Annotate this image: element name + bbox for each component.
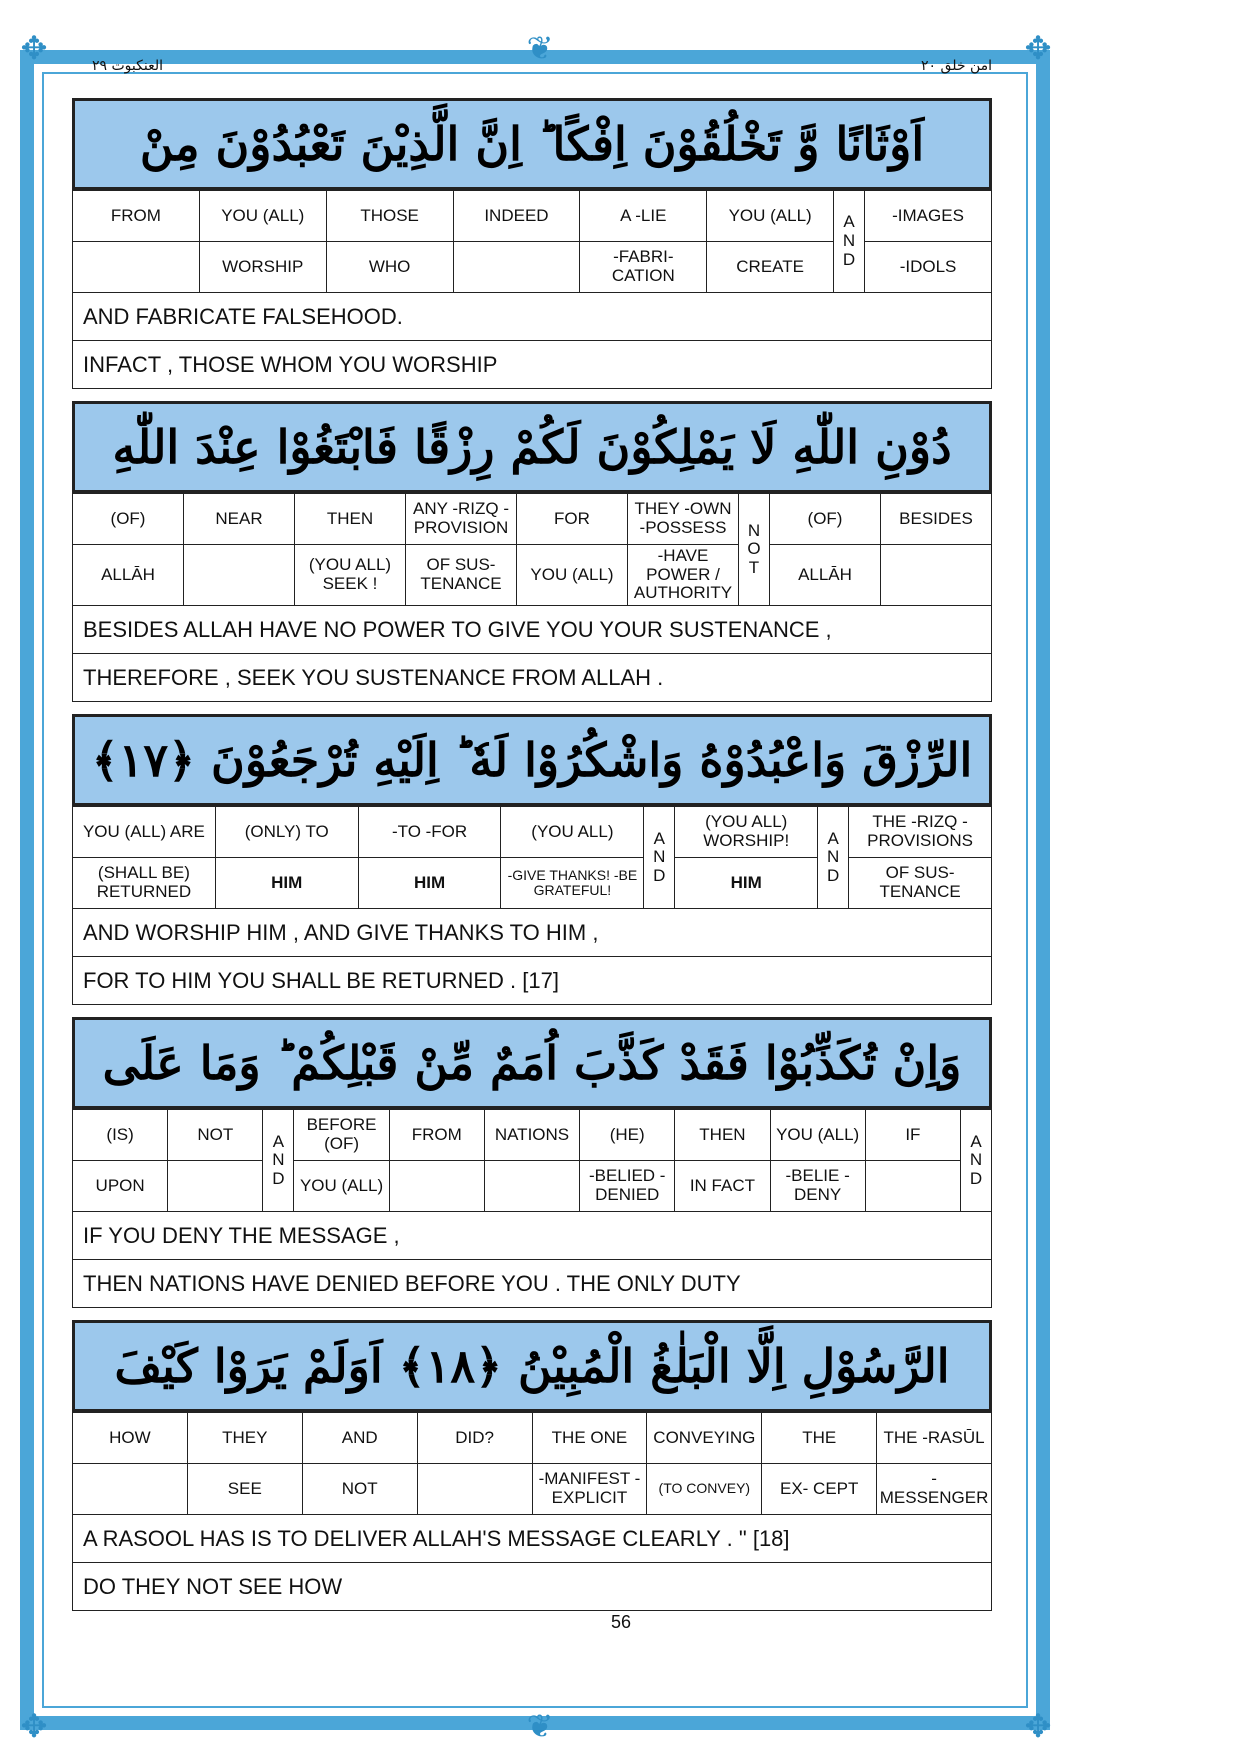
gloss-cell: (YOU ALL) (501, 807, 644, 858)
gloss-cell: (OF) (73, 494, 184, 545)
arabic-verse: دُوْنِ اللّٰهِ لَا يَمْلِكُوْنَ لَكُمْ رِزْقًا فَابْتَغُوْا عِنْدَ اللّٰهِ (72, 401, 992, 493)
gloss-cell: NATIONS (484, 1110, 579, 1161)
corner-ornament-icon: ✥ (20, 29, 48, 67)
gloss-cell: YOU (ALL) ARE (73, 807, 216, 858)
gloss-cell: EX- CEPT (762, 1464, 877, 1515)
gloss-cell (184, 545, 295, 606)
gloss-cell: (ONLY) TO (215, 807, 358, 858)
top-ornament-icon: ❦ (526, 29, 554, 67)
gloss-cell: IN FACT (675, 1161, 770, 1212)
gloss-cell (417, 1464, 532, 1515)
gloss-cell: -MANIFEST -EXPLICIT (532, 1464, 647, 1515)
translation-line: AND FABRICATE FALSEHOOD. (72, 293, 992, 341)
gloss-cell (73, 1464, 188, 1515)
corner-ornament-icon: ✥ (1024, 1707, 1052, 1745)
gloss-cell: (TO CONVEY) (647, 1464, 762, 1515)
gloss-cell: -GIVE THANKS! -BE GRATEFUL! (501, 858, 644, 909)
gloss-cell: -IMAGES (865, 191, 992, 242)
translation-line: FOR TO HIM YOU SHALL BE RETURNED . [17] (72, 957, 992, 1005)
gloss-cell: ALLĀH (73, 545, 184, 606)
translation-line: THEREFORE , SEEK YOU SUSTENANCE FROM ALLAH . (72, 654, 992, 702)
gloss-cell: WORSHIP (199, 242, 326, 293)
gloss-cell: HOW (73, 1413, 188, 1464)
corner-ornament-icon: ✥ (1024, 29, 1052, 67)
gloss-cell: YOU (ALL) (517, 545, 628, 606)
arabic-verse: اَوْثَانًا وَّ تَخْلُقُوْنَ اِفْكًا ؕ اِنَّ الَّذِيْنَ تَعْبُدُوْنَ مِنْ (72, 98, 992, 190)
gloss-cell: NEAR (184, 494, 295, 545)
gloss-cell: CREATE (707, 242, 834, 293)
header-right: امن خلق ٢٠ (921, 58, 992, 74)
gloss-cell: CONVEYING (647, 1413, 762, 1464)
gloss-cell: THEY (187, 1413, 302, 1464)
gloss-cell: NOT (302, 1464, 417, 1515)
gloss-cell: -BELIE -DENY (770, 1161, 865, 1212)
gloss-cell (453, 242, 580, 293)
gloss-cell: YOU (ALL) (707, 191, 834, 242)
gloss-cell: FROM (73, 191, 200, 242)
translation-line: IF YOU DENY THE MESSAGE , (72, 1212, 992, 1260)
gloss-cell: SEE (187, 1464, 302, 1515)
word-gloss-table (72, 806, 992, 909)
gloss-cell (881, 545, 992, 606)
gloss-cell: INDEED (453, 191, 580, 242)
gloss-cell: A N D (834, 191, 865, 293)
gloss-cell: WHO (326, 242, 453, 293)
gloss-cell (484, 1161, 579, 1212)
translation-line: THEN NATIONS HAVE DENIED BEFORE YOU . THE ONLY DUTY (72, 1260, 992, 1308)
gloss-cell: NOT (168, 1110, 263, 1161)
gloss-cell: THE -RASŪL (877, 1413, 992, 1464)
gloss-cell: THOSE (326, 191, 453, 242)
gloss-cell: A -LIE (580, 191, 707, 242)
gloss-cell: AND (302, 1413, 417, 1464)
gloss-cell: THEY -OWN -POSSESS (628, 494, 739, 545)
verse-section (72, 714, 992, 1005)
gloss-cell (865, 1161, 960, 1212)
gloss-cell: FOR (517, 494, 628, 545)
gloss-cell: ALLĀH (770, 545, 881, 606)
gloss-cell: -TO -FOR (358, 807, 501, 858)
gloss-cell (389, 1161, 484, 1212)
gloss-cell: -BELIED -DENIED (580, 1161, 675, 1212)
gloss-cell: (YOU ALL) SEEK ! (295, 545, 406, 606)
gloss-cell: A N D (961, 1110, 992, 1212)
gloss-cell: UPON (73, 1161, 168, 1212)
verse-section (72, 1017, 992, 1308)
gloss-cell: ANY -RIZQ -PROVISION (406, 494, 517, 545)
gloss-cell: HIM (675, 858, 818, 909)
word-gloss-table (72, 1412, 992, 1515)
translation-line: INFACT , THOSE WHOM YOU WORSHIP (72, 341, 992, 389)
translation-line: AND WORSHIP HIM , AND GIVE THANKS TO HIM , (72, 909, 992, 957)
content (72, 98, 992, 1623)
word-gloss-table (72, 493, 992, 606)
arabic-verse: الرِّزْقَ وَاعْبُدُوْهُ وَاشْكُرُوْا لَهٗ ؕ اِلَيْهِ تُرْجَعُوْنَ ﴿۱۷﴾ (72, 714, 992, 806)
gloss-cell: (SHALL BE) RETURNED (73, 858, 216, 909)
verse-section (72, 1320, 992, 1611)
gloss-cell: A N D (263, 1110, 294, 1212)
gloss-cell: IF (865, 1110, 960, 1161)
gloss-cell (168, 1161, 263, 1212)
gloss-cell: -IDOLS (865, 242, 992, 293)
gloss-cell: YOU (ALL) (199, 191, 326, 242)
gloss-cell (73, 242, 200, 293)
gloss-cell: OF SUS- TENANCE (849, 858, 992, 909)
corner-ornament-icon: ✥ (20, 1707, 48, 1745)
gloss-cell: THEN (675, 1110, 770, 1161)
gloss-cell: (YOU ALL) WORSHIP! (675, 807, 818, 858)
gloss-cell: BESIDES (881, 494, 992, 545)
gloss-cell: YOU (ALL) (770, 1110, 865, 1161)
gloss-cell: A N D (644, 807, 675, 909)
gloss-cell: -HAVE POWER / AUTHORITY (628, 545, 739, 606)
gloss-cell: (IS) (73, 1110, 168, 1161)
gloss-cell: (OF) (770, 494, 881, 545)
arabic-verse: وَاِنْ تُكَذِّبُوْا فَقَدْ كَذَّبَ اُمَمٌ مِّنْ قَبْلِكُمْ ؕ وَمَا عَلَى (72, 1017, 992, 1109)
arabic-verse: الرَّسُوْلِ اِلَّا الْبَلٰغُ الْمُبِيْنُ ﴿۱۸﴾ اَوَلَمْ يَرَوْا كَيْفَ (72, 1320, 992, 1412)
gloss-cell: HIM (358, 858, 501, 909)
translation-line: BESIDES ALLAH HAVE NO POWER TO GIVE YOU YOUR SUSTENANCE , (72, 606, 992, 654)
gloss-cell: BEFORE (OF) (294, 1110, 389, 1161)
gloss-cell: HIM (215, 858, 358, 909)
gloss-cell: (HE) (580, 1110, 675, 1161)
gloss-cell: THE (762, 1413, 877, 1464)
gloss-cell: -FABRI- CATION (580, 242, 707, 293)
gloss-cell: YOU (ALL) (294, 1161, 389, 1212)
word-gloss-table (72, 190, 992, 293)
gloss-cell: DID? (417, 1413, 532, 1464)
gloss-cell: THE ONE (532, 1413, 647, 1464)
page-number: 56 (610, 1612, 632, 1632)
gloss-cell: THEN (295, 494, 406, 545)
gloss-cell: -MESSENGER (877, 1464, 992, 1515)
gloss-cell: A N D (818, 807, 849, 909)
gloss-cell: OF SUS- TENANCE (406, 545, 517, 606)
gloss-cell: THE -RIZQ -PROVISIONS (849, 807, 992, 858)
gloss-cell: FROM (389, 1110, 484, 1161)
bottom-ornament-icon: ❦ (526, 1707, 554, 1745)
verse-section (72, 401, 992, 702)
verse-section (72, 98, 992, 389)
translation-line: A RASOOL HAS IS TO DELIVER ALLAH'S MESSAGE CLEARLY . " [18] (72, 1515, 992, 1563)
word-gloss-table (72, 1109, 992, 1212)
translation-line: DO THEY NOT SEE HOW (72, 1563, 992, 1611)
header-left: العنكبوت ٢٩ (92, 58, 163, 74)
gloss-cell: N O T (739, 494, 770, 606)
